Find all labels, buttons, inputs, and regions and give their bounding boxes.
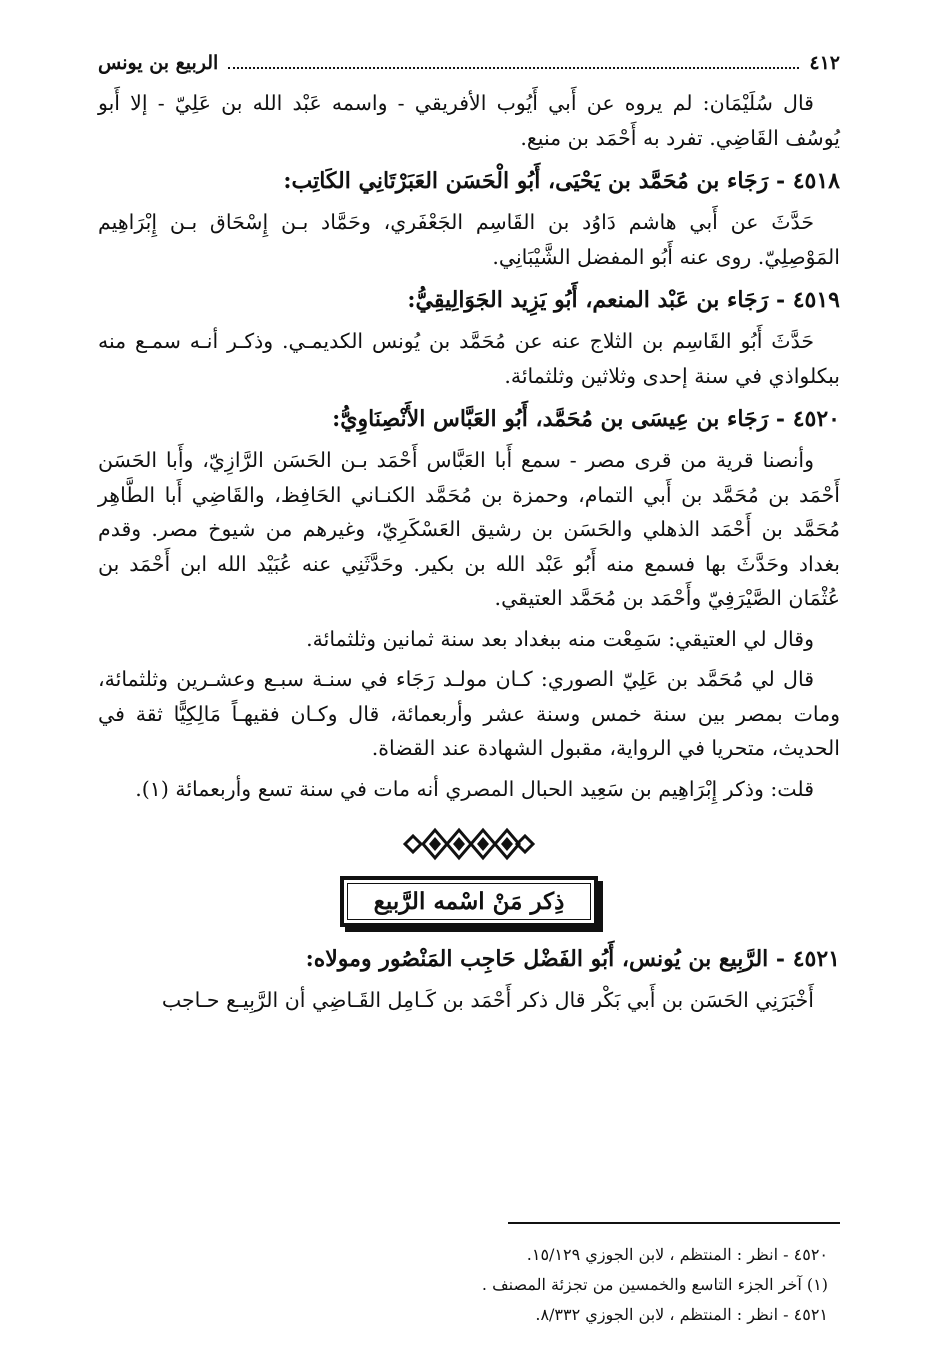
footnote-1: (١) آخر الجزء التاسع والخمسين من تجزئة المصنف . bbox=[481, 1275, 828, 1294]
section-title: ذِكر مَنْ اسْمه الرَّبيع bbox=[347, 883, 592, 920]
entry-heading-4518: ٤٥١٨ - رَجَاء بن مُحَمَّد بن يَحْيَى، أَبُو الْحَسَن العَبَرْتَانِي الكَاتِب: bbox=[283, 168, 840, 194]
entry-heading-4519: ٤٥١٩ - رَجَاء بن عَبْد المنعم، أَبُو يَزِيد الجَوَالِيقِيُّ: bbox=[407, 287, 840, 313]
paragraph-intro: قال سُلَيْمَان: لم يروه عن أَبي أَيُوب الأفريقي - واسمه عَبْد الله بن عَلِيّ - إلا أَبو يُوسُف القَاضِي. تفرد به أَحْمَد بن منيع. bbox=[98, 91, 840, 150]
footnote-rule bbox=[508, 1222, 840, 1224]
entry-heading-4521: ٤٥٢١ - الرَّبِيع بن يُونس، أَبُو الفَضْل حَاجِب المَنْصُور ومولاه: bbox=[305, 946, 840, 972]
decorative-ornament bbox=[98, 824, 840, 864]
running-header bbox=[98, 52, 840, 86]
entry-4520-note-1: وقال لي العتيقي: سَمِعْت منه ببغداد بعد سنة ثمانين وثلثمائة. bbox=[306, 626, 814, 651]
footnote-4520: ٤٥٢٠ - انظر : المنتظم ، لابن الجوزي ١٥/١٢٩. bbox=[526, 1245, 828, 1264]
section-heading-box bbox=[98, 876, 840, 927]
entry-body-4520: وأنصنا قرية من قرى مصر - سمع أَبا العَبَّاس أَحْمَد بـن الحَسَن الرَّازِيّ، وأَبا الحَسَن أَحْمَد بن مُحَمَّد بن أَبي التمام، وحمزة بن مُحَمَّد الكنـاني الحَافِظ، والقَاضِي أَبا الطَّاهِر مُحَمَّد بن أَحْمَد الذهلي والحَسَن بن رشيق العَسْكَرِيّ، وغيرهم من شيوخ مصر. وقدم بغداد وحَدَّثَ بها فسمع منه أَبُو عَبْد الله بن بكير. وحَدَّثَنِي عنه عُبَيْد الله ابن أَحْمَد بن عُثْمَان الصَّيْرَفِيّ وأَحْمَد بن مُحَمَّد العتيقي. bbox=[98, 448, 840, 610]
entry-heading-4520: ٤٥٢٠ - رَجَاء بن عِيسَى بن مُحَمَّد، أَبُو العَبَّاس الأَنْصِنَاوِيُّ: bbox=[332, 406, 840, 432]
footnotes bbox=[98, 1240, 828, 1330]
ornament-icon bbox=[401, 824, 537, 864]
running-title: الربيع بن يونس bbox=[98, 52, 219, 74]
entry-4520-note-3: قلت: وذكر إِبْرَاهِيم بن سَعِيد الحبال المصري أنه مات في سنة تسع وأربعمائة (١). bbox=[135, 776, 814, 801]
entry-body-4518: حَدَّثَ عن أَبي هاشم دَاوُد بن القَاسِم الجَعْفَري، وحَمَّاد بـن إِسْحَاق بـن إِبْرَاهِيم المَوْصِلِيّ. روى عنه أَبُو المفضل الشَّيْبَانِي. bbox=[98, 210, 840, 269]
page-number: ٤١٢ bbox=[809, 52, 840, 74]
footnote-4521: ٤٥٢١ - انظر : المنتظم ، لابن الجوزي ٨/٣٣٢. bbox=[535, 1305, 828, 1324]
entry-body-4521: أَخْبَرَنِي الحَسَن بن أَبي بَكْر قال ذكر أَحْمَد بن كَـامِل القَـاضِي أن الرَّبِيـع حـاجب bbox=[161, 988, 814, 1012]
leader-dots bbox=[228, 53, 799, 69]
entry-4520-note-2: قال لي مُحَمَّد بن عَلِيّ الصوري: كـان مولـد رَجَاء في سنـة سبـع وعشـرين وثلثمائة، ومات بمصر بين سنة خمس وسنة عشر وأربعمائة، قال وكـان فقيهـاً مَالِكِيًّا ثقة في الحديث، متحريا في الرواية، مقبول الشهادة عند القضاة. bbox=[98, 667, 840, 760]
entry-body-4519: حَدَّثَ أَبُو القَاسِم بن الثلاج عنه عن مُحَمَّد بن يُونس الكديمـي. وذكـر أنـه سمـع منه ببكلواذي في سنة إحدى وثلاثين وثلثمائة. bbox=[98, 329, 840, 388]
